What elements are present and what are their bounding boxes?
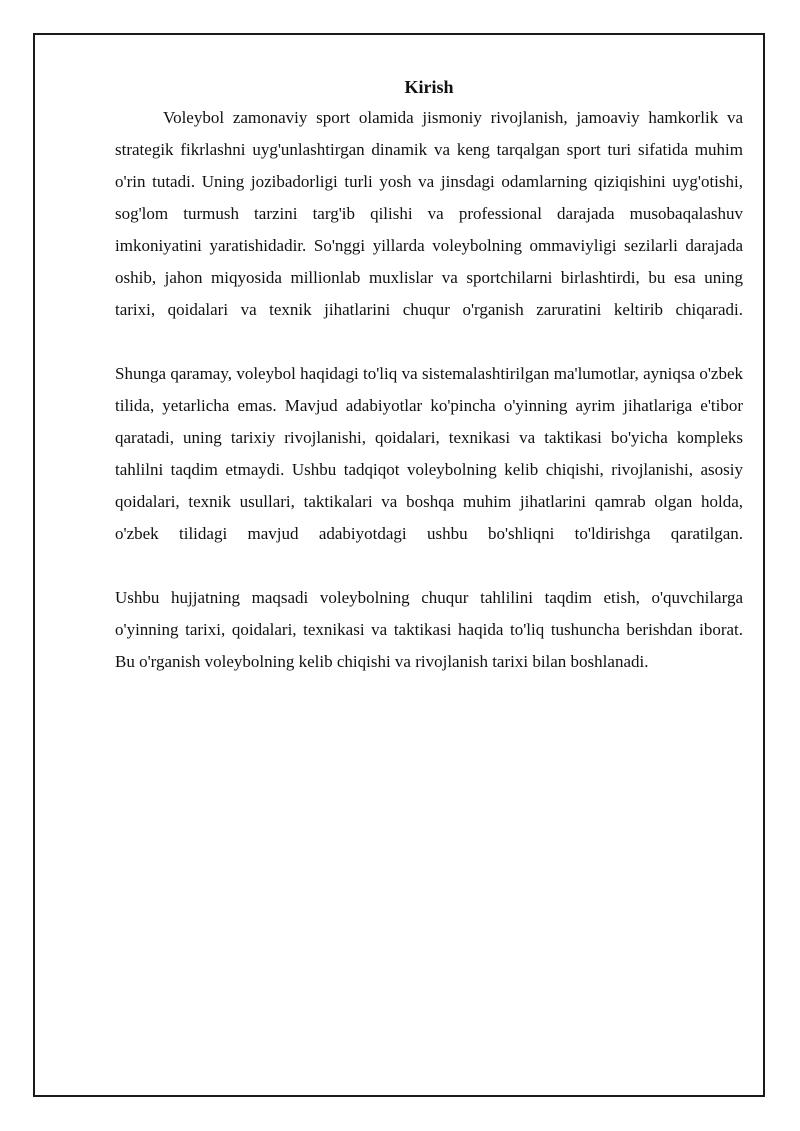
paragraph-3: Ushbu hujjatning maqsadi voleybolning chuqur tahlilini taqdim etish, o'quvchilarga o'yinning tarixi, qoidalari, texnikasi va taktikasi haqida to'liq tushuncha berishdan iborat. Bu o'rganish voleybolning kelib chiqishi va rivojlanish tarixi bilan boshlanadi. bbox=[115, 588, 743, 671]
paragraph-gap bbox=[115, 326, 743, 358]
paragraph-2: Shunga qaramay, voleybol haqidagi to'liq va sistemalashtirilgan ma'lumotlar, ayniqsa o'zbek tilida, yetarlicha emas. Mavjud adabiyotlar ko'pincha o'yinning ayrim jihatlariga e'tibor qaratadi, uning tarixiy rivojlanishi, qoidalari, texnikasi va taktikasi bo'yicha kompleks tahlilni taqdim etmaydi. Ushbu tadqiqot voleybolning kelib chiqishi, rivojlanishi, asosiy qoidalari, texnik usullari, taktikalari va boshqa muhim jihatlarini qamrab olgan holda, o'zbek tilidagi mavjud adabiyotdagi ushbu bo'shliqni to'ldirishga qaratilgan. bbox=[115, 364, 743, 543]
document-body bbox=[115, 72, 743, 678]
page-title: Kirish bbox=[404, 77, 454, 97]
paragraph-gap bbox=[115, 550, 743, 582]
paragraph-1: Voleybol zamonaviy sport olamida jismoniy rivojlanish, jamoaviy hamkorlik va strategik fikrlashni uyg'unlashtirgan dinamik va keng tarqalgan sport turi sifatida muhim o'rin tutadi. Uning jozibadorligi turli yosh va jinsdagi odamlarning qiziqishini uyg'otishi, sog'lom turmush tarzini targ'ib qilishi va professional darajada musobaqalashuv imkoniyatini yaratishidadir. So'nggi yillarda voleybolning ommaviyligi sezilarli darajada oshib, jahon miqyosida millionlab muxlislar va sportchilarni birlashtirdi, bu esa uning tarixi, qoidalari va texnik jihatlarini chuqur o'rganish zaruratini keltirib chiqaradi. bbox=[115, 108, 743, 319]
